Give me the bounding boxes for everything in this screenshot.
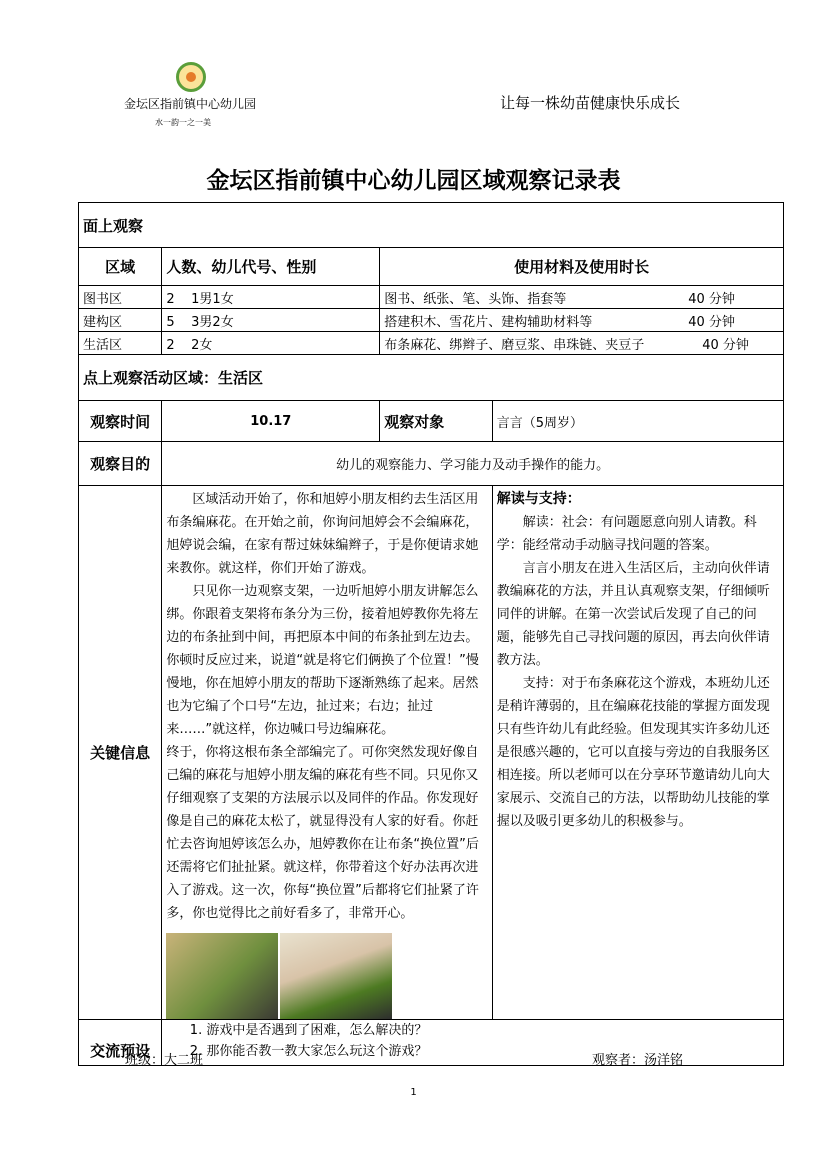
activity-photo bbox=[166, 933, 278, 1019]
materials-cell: 图书、纸张、笔、头饰、指套等 40 分钟 bbox=[380, 286, 784, 309]
observation-table bbox=[78, 202, 784, 1066]
page-number: 1 bbox=[410, 1087, 417, 1098]
class-label: 班级：大二班 bbox=[125, 1053, 204, 1068]
col-area-header: 区域 bbox=[79, 248, 162, 286]
story-paragraph: 只见你一边观察支架，一边听旭婷小朋友讲解怎么绑。你跟着支架将布条分为三份，接着旭婷教你先将左边的布条扯到中间，再把原本中间的布条扯到左边去。你顿时反应过来，说道“就是将它们俩换了个位置！”慢慢地，你在旭婷小朋友的帮助下逐渐熟练了起来。居然也为它编了个口号“左边，扯过来；右边；扯过来……”就这样，你边喊口号边编麻花。 bbox=[166, 584, 479, 737]
analysis-paragraph: 言言小朋友在进入生活区后，主动向伙伴请教编麻花的方法，并且认真观察支架，仔细倾听同伴的讲解。在第一次尝试后发现了自己的问题，能够先自己寻找问题的原因，再去向伙伴请教方法。 bbox=[496, 561, 770, 668]
list-item: 1. 游戏中是否遇到了困难，怎么解决的？ bbox=[206, 1020, 779, 1041]
school-motto: 水一韵一之一美 bbox=[155, 118, 211, 127]
analysis-title: 解读与支持： bbox=[496, 491, 581, 507]
time-label: 观察时间 bbox=[79, 401, 162, 442]
people-cell: 2 2女 bbox=[162, 332, 380, 355]
key-info-story bbox=[162, 486, 492, 1020]
photo-row bbox=[166, 933, 487, 1019]
activity-photo bbox=[280, 933, 392, 1019]
time-value: 10.17 bbox=[162, 401, 380, 442]
story-paragraph: 终于，你将这根布条全部编完了。可你突然发现好像自己编的麻花与旭婷小朋友编的麻花有些不同。只见你又仔细观察了支架的方法展示以及同伴的作品。你发现好像是自己的麻花太松了，就显得没有人家的好看。你赶忙去咨询旭婷该怎么办，旭婷教你在让布条“换位置”后还需将它们扯扯紧。就这样，你带着这个好办法再次进入了游戏。这一次，你每“换位置”后都将它们扯紧了许多，你也觉得比之前好看多了，非常开心。 bbox=[166, 745, 479, 921]
observer-label: 观察者：汤洋铭 bbox=[592, 1053, 684, 1068]
analysis-paragraph: 解读：社会：有问题愿意向别人请教。科学：能经常动手动脑寻找问题的答案。 bbox=[496, 515, 757, 553]
materials-cell: 布条麻花、绑辫子、磨豆浆、串珠链、夹豆子 40 分钟 bbox=[380, 332, 784, 355]
key-info-label: 关键信息 bbox=[79, 486, 162, 1020]
area-cell: 图书区 bbox=[79, 286, 162, 309]
list-item: 2. 那你能否教一教大家怎么玩这个游戏？ bbox=[206, 1041, 779, 1062]
slogan: 让每一株幼苗健康快乐成长 bbox=[500, 94, 681, 112]
col-people-header: 人数、幼儿代号、性别 bbox=[162, 248, 380, 286]
exchange-label: 交流预设 bbox=[79, 1020, 162, 1066]
table-row bbox=[79, 309, 784, 332]
school-logo bbox=[176, 62, 206, 92]
people-cell: 5 3男2女 bbox=[162, 309, 380, 332]
purpose-value: 幼儿的观察能力、学习能力及动手操作的能力。 bbox=[162, 442, 784, 486]
surface-section-label: 面上观察 bbox=[79, 203, 784, 248]
question-list bbox=[166, 1020, 779, 1062]
analysis-paragraph: 支持：对于布条麻花这个游戏，本班幼儿还是稍许薄弱的，且在编麻花技能的掌握方面发现只有些许幼儿有此经验。但发现其实许多幼儿还是很感兴趣的，它可以直接与旁边的自我服务区相连接。所以老师可以在分享环节邀请幼儿向大家展示、交流自己的方法，以帮助幼儿技能的掌握以及吸引更多幼儿的积极参与。 bbox=[496, 676, 770, 829]
school-name: 金坛区指前镇中心幼儿园 bbox=[124, 97, 257, 111]
col-materials-header: 使用材料及使用时长 bbox=[380, 248, 784, 286]
purpose-label: 观察目的 bbox=[79, 442, 162, 486]
table-row bbox=[79, 286, 784, 309]
area-cell: 建构区 bbox=[79, 309, 162, 332]
page-title: 金坛区指前镇中心幼儿园区域观察记录表 bbox=[206, 167, 621, 194]
people-cell: 2 1男1女 bbox=[162, 286, 380, 309]
analysis-cell bbox=[492, 486, 783, 1020]
target-value: 言言（5周岁） bbox=[492, 401, 783, 442]
story-paragraph: 区域活动开始了，你和旭婷小朋友相约去生活区用布条编麻花。在开始之前，你询问旭婷会不会编麻花，旭婷说会编，在家有帮过妹妹编辫子，于是你便请求她来教你。就这样，你们开始了游戏。 bbox=[166, 492, 479, 576]
exchange-questions bbox=[162, 1020, 784, 1066]
materials-cell: 搭建积木、雪花片、建构辅助材料等 40 分钟 bbox=[380, 309, 784, 332]
table-row bbox=[79, 332, 784, 355]
area-cell: 生活区 bbox=[79, 332, 162, 355]
target-label: 观察对象 bbox=[380, 401, 492, 442]
point-section-label: 点上观察活动区域：生活区 bbox=[79, 355, 784, 401]
